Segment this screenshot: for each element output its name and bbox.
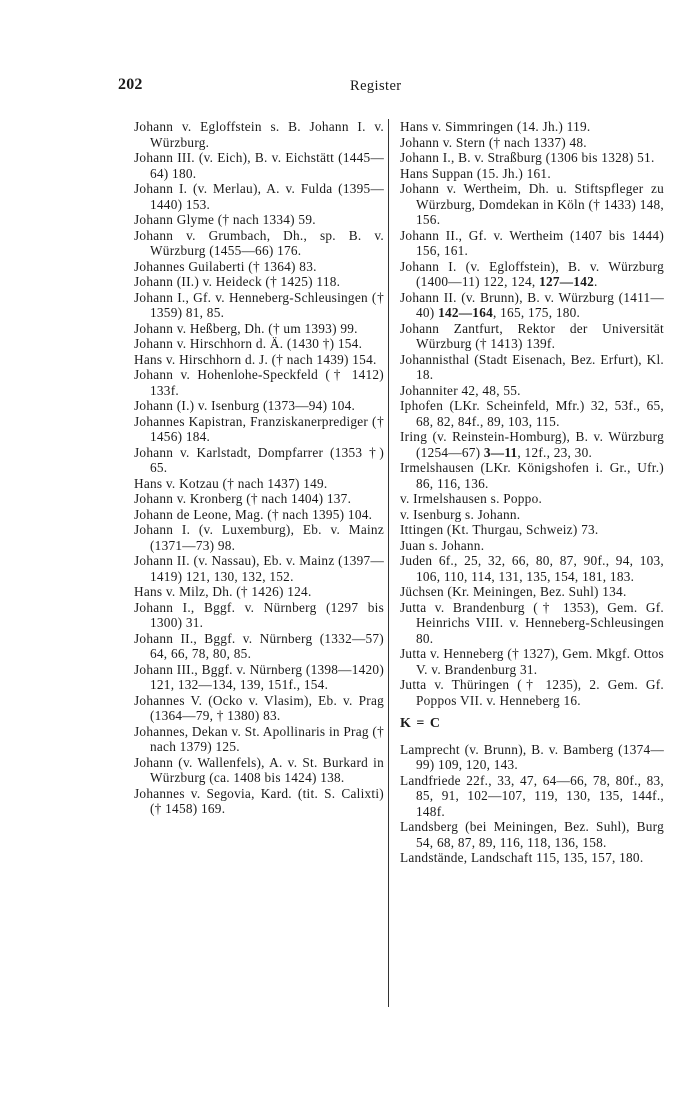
index-entry: Johann I., Bggf. v. Nürnberg (1297 bis 1300) 31. (134, 599, 384, 630)
index-entry: Johann II., Bggf. v. Nürnberg (1332—57) 64, 66, 78, 80, 85. (134, 630, 384, 661)
index-entry: Jutta v. Thüringen († 1235), 2. Gem. Gf. Poppos VII. v. Henneberg 16. (400, 677, 664, 708)
index-entry: Irmelshausen (LKr. Königshofen i. Gr., Ufr.) 86, 116, 136. (400, 460, 664, 491)
index-entry: Johannes V. (Ocko v. Vlasim), Eb. v. Prag (1364—79, † 1380) 83. (134, 692, 384, 723)
entry-text: Johann II. (v. Brunn), B. v. Würzburg (1411—40) (400, 289, 664, 320)
index-entry (400, 429, 664, 460)
index-entry: Landstände, Landschaft 115, 135, 157, 180. (400, 850, 644, 865)
index-entry: Landsberg (bei Meiningen, Bez. Suhl), Burg 54, 68, 87, 89, 116, 118, 136, 158. (400, 819, 664, 850)
index-entry: Iphofen (LKr. Scheinfeld, Mfr.) 32, 53f., 65, 68, 82, 84f., 89, 103, 115. (400, 398, 664, 429)
index-entry: Hans v. Milz, Dh. († 1426) 124. (134, 584, 312, 599)
index-entry: Johann v. Wertheim, Dh. u. Stiftspfleger zu Würzburg, Domdekan in Köln († 1433) 148, 156. (400, 181, 664, 227)
index-entry: Johann II., Gf. v. Wertheim (1407 bis 1444) 156, 161. (400, 227, 664, 258)
index-entry: Jüchsen (Kr. Meiningen, Bez. Suhl) 134. (400, 584, 627, 599)
bold-page-range: 3—11 (483, 444, 518, 460)
index-entry: Hans v. Simmringen (14. Jh.) 119. (400, 119, 591, 134)
index-entry: Jutta v. Henneberg († 1327), Gem. Mkgf. Ottos V. v. Brandenburg 31. (400, 646, 664, 677)
entry-text: , 12f., 23, 30. (517, 444, 593, 460)
index-entry: Johann I. (v. Merlau), A. v. Fulda (1395—1440) 153. (134, 181, 384, 212)
index-entry: Johannes Guilaberti († 1364) 83. (134, 258, 317, 274)
right-column (400, 119, 664, 866)
entry-text: , 165, 175, 180. (493, 305, 581, 320)
index-entry: Hans v. Kotzau († nach 1437) 149. (134, 475, 328, 491)
page-number: 202 (118, 76, 143, 93)
section-heading: K = C (400, 716, 441, 731)
column-divider (388, 119, 389, 1007)
index-entry: Ittingen (Kt. Thurgau, Schweiz) 73. (400, 522, 599, 537)
index-entry: Johann III. (v. Eich), B. v. Eichstätt (1445—64) 180. (134, 150, 384, 181)
index-entry: Johann Zantfurt, Rektor der Universität Würzburg († 1413) 139f. (400, 320, 664, 351)
index-entry: Johann III., Bggf. v. Nürnberg (1398—1420) 121, 132—134, 139, 151f., 154. (134, 661, 384, 692)
index-entry: Johann v. Heßberg, Dh. († um 1393) 99. (134, 320, 358, 336)
index-entry: Jutta v. Brandenburg († 1353), Gem. Gf. Heinrichs VIII. v. Henneberg-Schleusingen 80. (400, 599, 664, 646)
index-entry: Johann de Leone, Mag. († nach 1395) 104. (134, 506, 373, 522)
index-entry: Landfriede 22f., 33, 47, 64—66, 78, 80f., 83, 85, 91, 102—107, 119, 130, 135, 144f., 148f. (400, 772, 664, 819)
index-entry: Juden 6f., 25, 32, 66, 80, 87, 90f., 94, 103, 106, 110, 114, 131, 135, 154, 181, 183. (400, 553, 664, 584)
index-entry: Johann v. Grumbach, Dh., sp. B. v. Würzburg (1455—66) 176. (134, 227, 384, 258)
left-column (134, 119, 384, 817)
index-entry: Johann I., Gf. v. Henneberg-Schleusingen († 1359) 81, 85. (134, 289, 384, 320)
bold-page-range: 142—164 (438, 305, 493, 320)
index-entry: Johann v. Hirschhorn d. Ä. (1430 †) 154. (134, 336, 363, 351)
page-header (118, 76, 700, 98)
index-entry: Johann v. Kronberg († nach 1404) 137. (134, 491, 352, 506)
index-entry (400, 259, 664, 290)
index-entry: Johann (v. Wallenfels), A. v. St. Burkard in Würzburg (ca. 1408 bis 1424) 138. (134, 754, 384, 785)
index-entry: Johann v. Stern († nach 1337) 48. (400, 134, 587, 150)
entry-text: Johann I. (v. Egloffstein), B. v. Würzburg (1400—11) 122, 124, (400, 258, 664, 289)
index-entry: Johannisthal (Stadt Eisenach, Bez. Erfurt), Kl. 18. (400, 351, 664, 382)
index-entry: Johann (II.) v. Heideck († 1425) 118. (134, 274, 341, 289)
index-entry: Johann v. Karlstadt, Dompfarrer (1353 †) 65. (134, 444, 384, 475)
running-head: Register (350, 78, 402, 94)
index-entry: Johann Glyme († nach 1334) 59. (134, 212, 316, 227)
index-entry: Hans v. Hirschhorn d. J. († nach 1439) 154. (134, 351, 377, 367)
index-entry: Johannes v. Segovia, Kard. (tit. S. Calixti) († 1458) 169. (134, 785, 384, 816)
index-entry (400, 290, 664, 321)
index-entry: Johann (I.) v. Isenburg (1373—94) 104. (134, 398, 356, 413)
entry-text: Iring (v. Reinstein-Homburg), B. v. Würzburg (1254—67) (400, 429, 664, 460)
index-entry: Johann II. (v. Nassau), Eb. v. Mainz (1397—1419) 121, 130, 132, 152. (134, 553, 384, 584)
index-entry: v. Irmelshausen s. Poppo. (400, 491, 543, 506)
index-entry: Johann I. (v. Luxemburg), Eb. v. Mainz (1371—73) 98. (134, 522, 384, 553)
index-entry: Johannes Kapistran, Franziskanerprediger († 1456) 184. (134, 413, 384, 444)
entry-text: . (594, 274, 598, 289)
bold-page-range: 127—142 (539, 274, 594, 289)
index-entry: Johannes, Dekan v. St. Apollinaris in Prag († nach 1379) 125. (134, 723, 384, 754)
index-entry: Johanniter 42, 48, 55. (400, 382, 521, 398)
index-entry: v. Isenburg s. Johann. (400, 506, 521, 522)
index-entry: Johann v. Hohenlohe-Speckfeld († 1412) 133f. (134, 367, 384, 398)
index-entry: Hans Suppan (15. Jh.) 161. (400, 165, 551, 181)
index-entry: Johann I., B. v. Straßburg (1306 bis 1328) 51. (400, 150, 655, 165)
index-entry: Johann v. Egloffstein s. B. Johann I. v. Würzburg. (134, 119, 384, 150)
index-entry: Lamprecht (v. Brunn), B. v. Bamberg (1374—99) 109, 120, 143. (400, 741, 664, 772)
index-entry: Juan s. Johann. (400, 537, 485, 553)
